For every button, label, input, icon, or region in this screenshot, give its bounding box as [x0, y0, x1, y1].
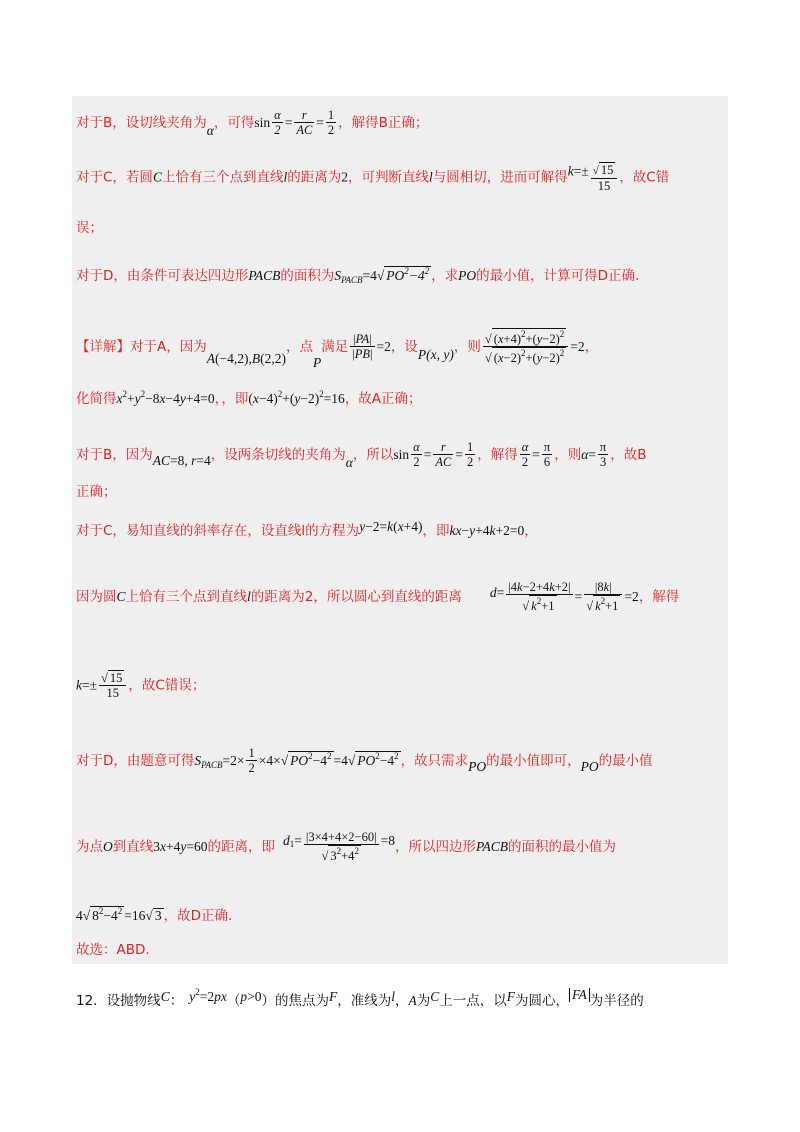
- answer-line: 故选：ABD.: [76, 942, 150, 958]
- detail-d2-line: 为点O到直线3x+4y=60的距离，即 $d^1=$ $\frac{|3\times 4+4\times 2-60|}{√ 3^2+4^2}$ =8，所以四边形PACB的面积的最小值为: [76, 830, 616, 864]
- c-hint-line: 对于C，若圆C上恰有三个点到直线l的距离为2，可判断直线l与圆相切，进而可解得k=± $\frac{√ 15}{15}$ ，故C错: [76, 163, 670, 193]
- question-12-line: 12．设抛物线C： $y^2=2px(p>0)$的焦点为F，准线为l，A为C上一点，以F为圆心， FA 为半径的: [76, 987, 644, 1009]
- b-hint-line: 对于B，设切线夹角为α，可得sin $\frac{\alpha}{2}$ = $\frac{r}{AC}$ = $\frac{1}{2}$ ，解得B正确；: [76, 108, 429, 138]
- d-hint-line: 对于D，由条件可表达四边形PACB的面积为$S_{PACB}=4√$ $PO^2-4^2$ ，求PO的最小值，计算可得D正确.: [76, 266, 640, 285]
- detail-b-line: 对于B，因为AC=8, r=4，设两条切线的夹角为α，所以sin $\frac{\alpha}{2}$ = $\frac{r}{AC}$ = $\frac{1}{2}$ ，解得 $\frac{\alpha}{2}$ = $\frac{\pi}{6}$ ，则α= $\frac{\pi}{3}$ ，故B: [76, 440, 647, 470]
- c-hint-line-2: 误；: [76, 220, 103, 236]
- detail-c2-line: 因为圆C上恰有三个点到直线l的距离为2，所以圆心到直线的距离 d= $\frac{|4k-2+4k+2|}{√ k^2+1}$ = $\frac{|8k|}{√ k^2+1}$ =2，解得: [76, 580, 680, 614]
- detail-a2-line: 化简得$x^2+y^2-8x-4y+4=0$，，即$(x-4)^2+(y-2)^2=16$，故A正确；: [76, 389, 422, 407]
- detail-c3-line: k=± $\frac{√ 15}{15}$ ，故C错误；: [76, 671, 206, 701]
- detail-d-line: 对于D，由题意可得$S_{PACB}=2\times$ $\frac{1}{2}$ ×4×√ $PO^2-4^2 =4√$ $PO^2-4^2$ ，故只需求PO的最小值即可，PO的最小值: [76, 746, 653, 776]
- detail-c-line: 对于C，易知直线的斜率存在，设直线l的方程为y−2=k(x+4)，即kx−y+4k+2=0，: [76, 519, 538, 539]
- detail-d3-line: 4√ $8^2-4^2 =16√$ 3 ，故D正确.: [76, 906, 233, 924]
- detail-b2-line: 正确；: [76, 484, 117, 500]
- detail-a-line: 【详解】对于A，因为A(−4,2),B(2,2)，点P满足 $\frac{|PA|}{|PB|}$ =2，设P(x, y)，则 $\frac{√ (x+4)^2+(y-2)^2}{√ (x-2)^2+(y-2)^2}$ =2，: [76, 329, 599, 370]
